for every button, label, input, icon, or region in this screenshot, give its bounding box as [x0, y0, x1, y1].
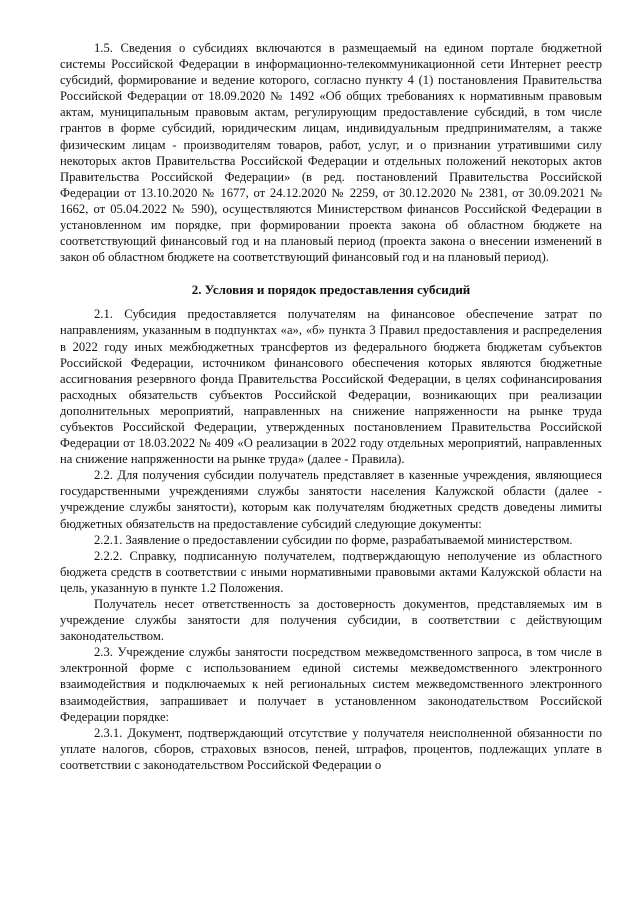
paragraph-2-2-2: 2.2.2. Справку, подписанную получателем, подтверждающую неполучение из областного бюджета средств в соответствии с иными нормативными правовыми актами Калужской области на цель, указанную в пункте 1.2 Положения.: [60, 548, 602, 595]
paragraph-2-1: 2.1. Субсидия предоставляется получателям на финансовое обеспечение затрат по направлениям, указанным в подпунктах «а», «б» пункта 3 Правил предоставления и распределения в 2022 году иных межбюджетных трансфертов из федерального бюджета бюджетам субъектов Российской Федерации, источником финансового обеспечения которых являются бюджетные ассигнования резервного фонда Правительства Российской Федерации, в целях софинансирования расходных обязательств субъектов Российской Федерации, возникающих при реализации дополнительных мероприятий, направленных на снижение напряженности на рынке труда субъектов Российской Федерации, утвержденных постановлением Правительства Российской Федерации от 18.03.2022 № 409 «О реализации в 2022 году отдельных мероприятий, направленных на снижение напряженности на рынке труда» (далее - Правила).: [60, 307, 602, 467]
section-2-heading: 2. Условия и порядок предоставления субсидий: [191, 282, 471, 298]
paragraph-responsibility: Получатель несет ответственность за достоверность документов, представляемых им в учреждение службы занятости для получения субсидии, в соответствии с действующим законодательством.: [60, 597, 602, 644]
paragraph-2-2-1: 2.2.1. Заявление о предоставлении субсидии по форме, разрабатываемой министерством.: [94, 532, 573, 547]
paragraph-2-3-1: 2.3.1. Документ, подтверждающий отсутствие у получателя неисполненной обязанности по уплате налогов, сборов, страховых взносов, пеней, штрафов, процентов, подлежащих уплате в соответствии с законодательством Российской Федерации о: [60, 725, 602, 772]
paragraph-2-3: 2.3. Учреждение службы занятости посредством межведомственного запроса, в том числе в электронной форме с использованием единой системы межведомственного электронного взаимодействия и подключаемых к ней региональных систем межведомственного электронного взаимодействия, запрашивает и получает в установленном законодательством Российской Федерации порядке:: [60, 645, 602, 724]
paragraph-1-5: 1.5. Сведения о субсидиях включаются в размещаемый на едином портале бюджетной системы Российской Федерации в информационно-телекоммуникационной сети Интернет реестр субсидий, формирование и ведение которого, согласно пункту 4 (1) постановления Правительства Российской Федерации от 18.09.2020 № 1492 «Об общих требованиях к нормативным правовым актам, муниципальным правовым актам, регулирующим предоставление субсидий, в том числе грантов в форме субсидий, юридическим лицам, индивидуальным предпринимателям, а также физическим лицам - производителям товаров, работ, услуг, и о признании утратившими силу некоторых актов Правительства Российской Федерации и отдельных положений некоторых актов Правительства Российской Федерации» (в ред. постановлений Правительства Российской Федерации от 13.10.2020 № 1677, от 24.12.2020 № 2259, от 30.12.2020 № 2381, от 30.09.2021 № 1662, от 05.04.2022 № 590), осуществляются Министерством финансов Российской Федерации в установленном им порядке, при формировании проекта закона об областном бюджете на соответствующий финансовый год и на плановый период (проекта закона о внесении изменений в закон об областном бюджете на соответствующий финансовый год и на плановый период).: [60, 41, 602, 265]
paragraph-2-2: 2.2. Для получения субсидии получатель представляет в казенные учреждения, являющиеся государственными учреждениями службы занятости населения Калужской области (далее - учреждение службы занятости), которым как получателям бюджетных средств доведены лимиты бюджетных обязательств на предоставление субсидий следующие документы:: [60, 468, 602, 531]
